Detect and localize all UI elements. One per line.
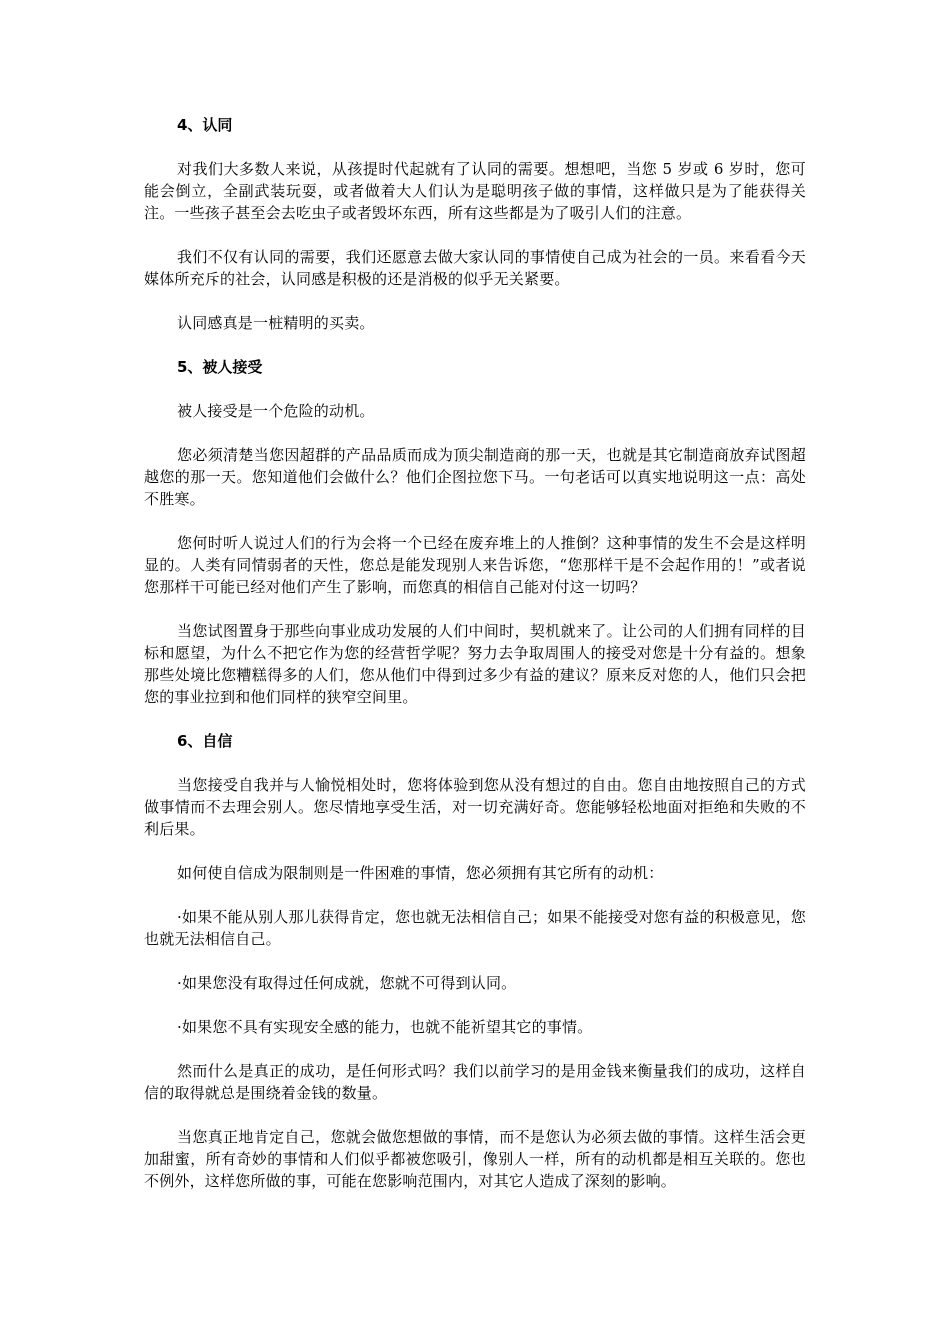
document-body	[144, 114, 806, 1214]
paragraph: 当您试图置身于那些向事业成功发展的人们中间时，契机就来了。让公司的人们拥有同样的目标和愿望，为什么不把它作为您的经营哲学呢？努力去争取周围人的接受对您是十分有益的。想象那些处境比您糟糕得多的人们，您从他们中得到过多少有益的建议？原来反对您的人，他们只会把您的事业拉到和他们同样的狭窄空间里。	[144, 622, 806, 706]
paragraph: 然而什么是真正的成功，是任何形式吗？我们以前学习的是用金钱来衡量我们的成功，这样自信的取得就总是围绕着金钱的数量。	[144, 1062, 806, 1102]
paragraph: 对我们大多数人来说，从孩提时代起就有了认同的需要。想想吧，当您 5 岁或 6 岁时，您可能会倒立，全副武装玩耍，或者做着大人们认为是聪明孩子做的事情，这样做只是为了能获得关注。一些孩子甚至会去吃虫子或者毁坏东西，所有这些都是为了吸引人们的注意。	[144, 160, 806, 222]
paragraph: 如何使自信成为限制则是一件困难的事情，您必须拥有其它所有的动机：	[177, 864, 664, 882]
paragraph: 被人接受是一个危险的动机。	[177, 402, 375, 420]
section-heading-4: 4、认同	[177, 116, 233, 134]
bullet-item: ·如果您不具有实现安全感的能力，也就不能祈望其它的事情。	[177, 1018, 593, 1036]
paragraph: 您何时听人说过人们的行为会将一个已经在废弃堆上的人推倒？这种事情的发生不会是这样明显的。人类有同情弱者的天性，您总是能发现别人来告诉您，“您那样干是不会起作用的！”或者说您那样干可能已经对他们产生了影响，而您真的相信自己能对付这一切吗？	[144, 534, 806, 596]
section-heading-5: 5、被人接受	[177, 358, 263, 376]
paragraph: 认同感真是一桩精明的买卖。	[177, 314, 375, 332]
paragraph: 您必须清楚当您因超群的产品品质而成为顶尖制造商的那一天，也就是其它制造商放弃试图超越您的那一天。您知道他们会做什么？他们企图拉您下马。一句老话可以真实地说明这一点：高处不胜寒。	[144, 446, 806, 508]
bullet-item: ·如果您没有取得过任何成就，您就不可得到认同。	[177, 974, 517, 992]
paragraph: 当您真正地肯定自己，您就会做您想做的事情，而不是您认为必须去做的事情。这样生活会更加甜蜜，所有奇妙的事情和人们似乎都被您吸引，像别人一样，所有的动机都是相互关联的。您也不例外，这样您所做的事，可能在您影响范围内，对其它人造成了深刻的影响。	[144, 1128, 806, 1190]
section-heading-6: 6、自信	[177, 732, 233, 750]
paragraph: 我们不仅有认同的需要，我们还愿意去做大家认同的事情使自己成为社会的一员。来看看今天媒体所充斥的社会，认同感是积极的还是消极的似乎无关紧要。	[144, 248, 806, 288]
bullet-item: ·如果不能从别人那儿获得肯定，您也就无法相信自己；如果不能接受对您有益的积极意见，您也就无法相信自己。	[144, 908, 806, 948]
paragraph: 当您接受自我并与人愉悦相处时，您将体验到您从没有想过的自由。您自由地按照自己的方式做事情而不去理会别人。您尽情地享受生活，对一切充满好奇。您能够轻松地面对拒绝和失败的不利后果。	[144, 776, 806, 838]
